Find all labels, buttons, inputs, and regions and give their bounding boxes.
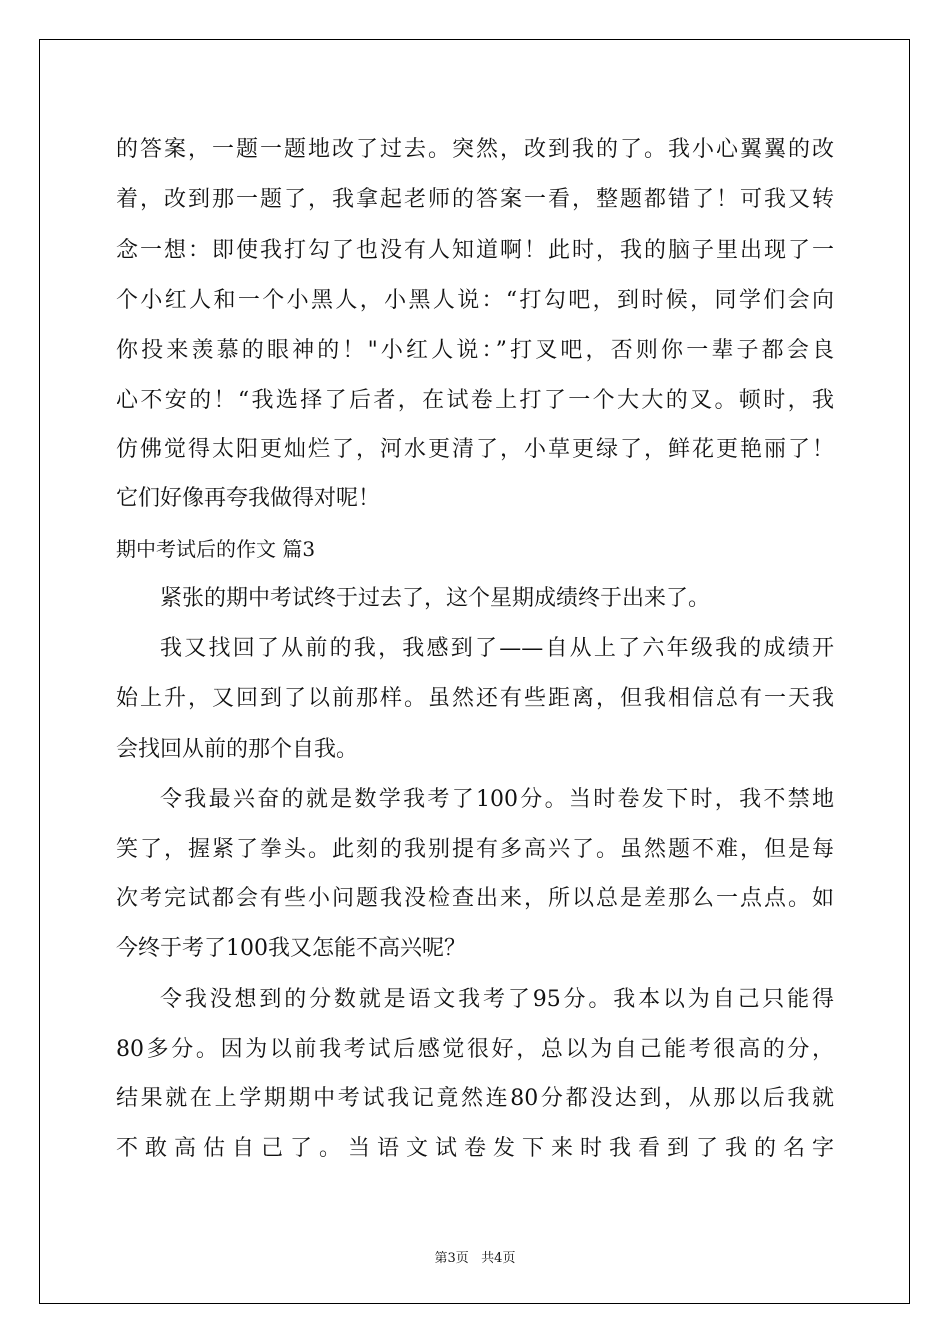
text-line: 念一想：即使我打勾了也没有人知道啊！此时，我的脑子里出现了一 (116, 238, 834, 263)
text-line: 令我没想到的分数就是语文我考了95分。我本以为自己只能得 (160, 987, 834, 1012)
section-heading: 期中考试后的作文 篇3 (116, 537, 316, 561)
page-border (39, 39, 910, 1304)
text-line: 今终于考了100我又怎能不高兴呢？ (116, 936, 466, 961)
text-line: 会找回从前的那个自我。 (116, 737, 359, 762)
text-line: 个小红人和一个小黑人，小黑人说：“打勾吧，到时候，同学们会向 (116, 288, 834, 313)
text-line: 你投来羡慕的眼神的！"小红人说：”打叉吧，否则你一辈子都会良 (116, 338, 834, 363)
text-line: 着，改到那一题了，我拿起老师的答案一看，整题都错了！可我又转 (116, 187, 834, 212)
text-line: 80多分。因为以前我考试后感觉很好，总以为自己能考很高的分， (116, 1037, 834, 1062)
text-line: 心不安的！“我选择了后者，在试卷上打了一个大大的叉。顿时，我 (116, 388, 834, 413)
page-footer: 第3页 共4页 (434, 1251, 516, 1266)
text-line: 紧张的期中考试终于过去了，这个星期成绩终于出来了。 (160, 586, 711, 611)
text-line: 结果就在上学期期中考试我记竟然连80分都没达到，从那以后我就 (116, 1086, 834, 1111)
text-line: 令我最兴奋的就是数学我考了100分。当时卷发下时，我不禁地 (160, 787, 834, 812)
text-line: 仿佛觉得太阳更灿烂了，河水更清了，小草更绿了，鲜花更艳丽了！ (116, 437, 834, 462)
text-line: 的答案，一题一题地改了过去。突然，改到我的了。我小心翼翼的改 (116, 137, 834, 162)
text-line: 它们好像再夸我做得对呢！ (116, 486, 381, 511)
text-line: 始上升，又回到了以前那样。虽然还有些距离，但我相信总有一天我 (116, 686, 834, 711)
text-line: 次考完试都会有些小问题我没检查出来，所以总是差那么一点点。如 (116, 886, 834, 911)
text-line: 笑了，握紧了拳头。此刻的我别提有多高兴了。虽然题不难，但是每 (116, 837, 834, 862)
text-line: 我又找回了从前的我，我感到了——自从上了六年级我的成绩开 (160, 636, 834, 661)
text-line: 不敢高估自己了。当语文试卷发下来时我看到了我的名字 (116, 1136, 834, 1161)
